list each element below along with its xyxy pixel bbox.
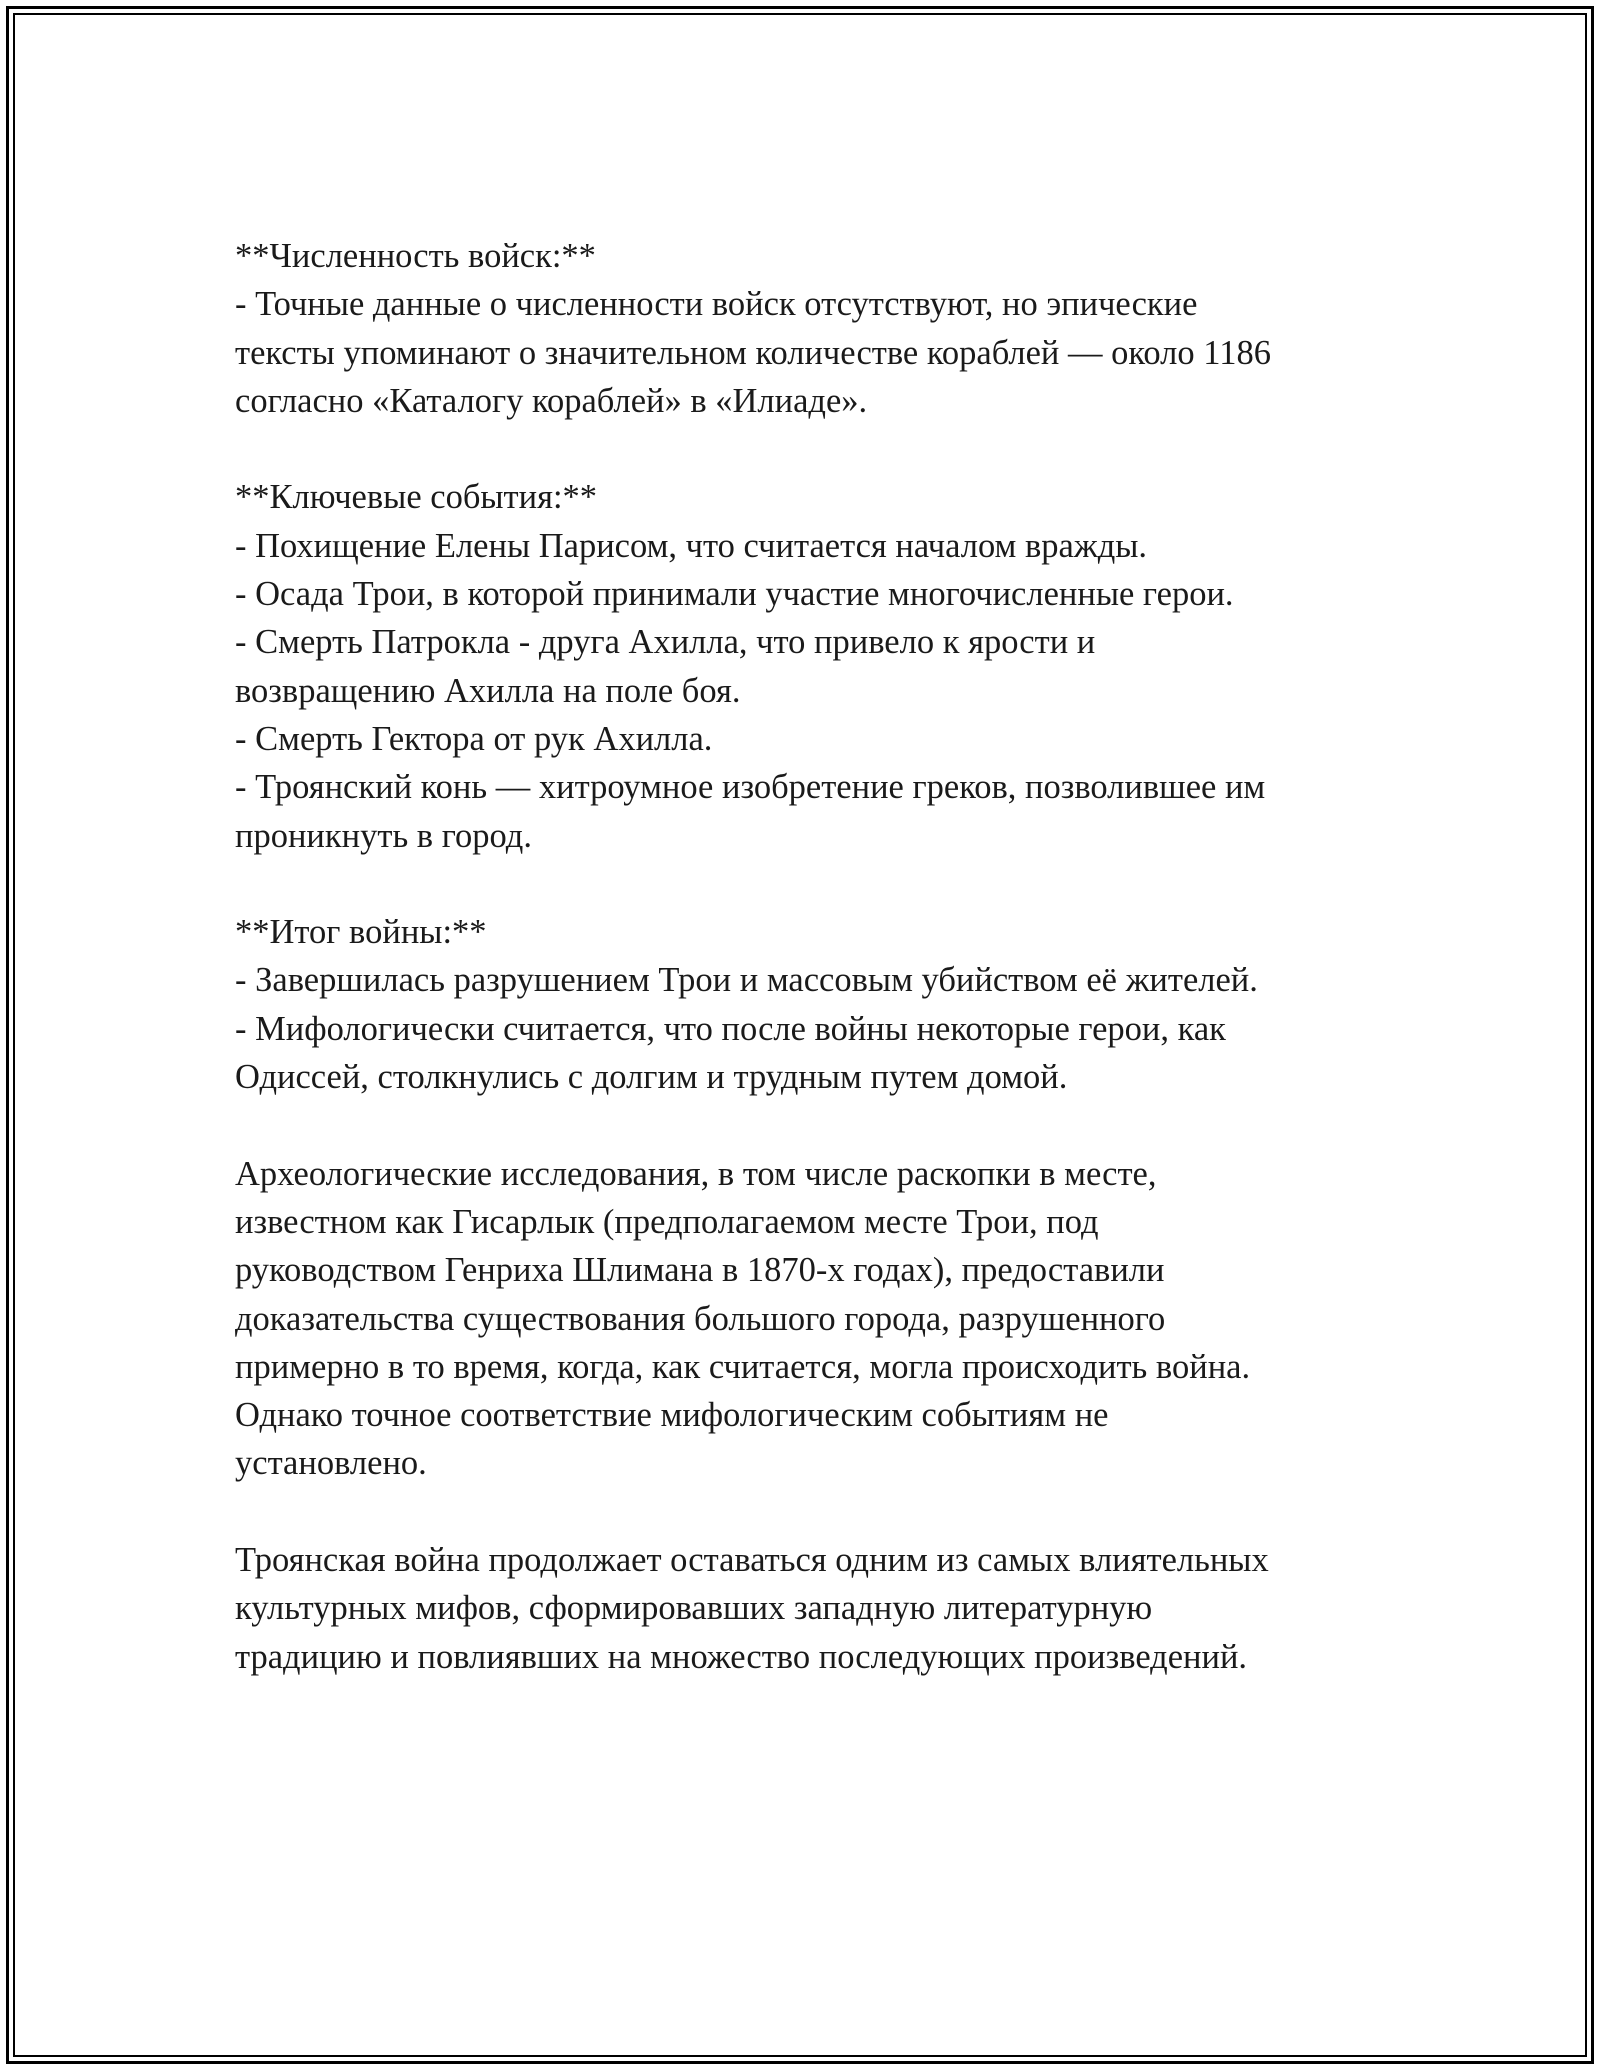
list-item: - Похищение Елены Парисом, что считается началом вражды. bbox=[235, 526, 1148, 565]
text-line: примерно в то время, когда, как считается, могла происходить война. bbox=[235, 1347, 1251, 1386]
section-key-events bbox=[235, 473, 1405, 859]
document-body bbox=[235, 232, 1405, 1681]
text-line: - Точные данные о численности войск отсутствуют, но эпические bbox=[235, 285, 1198, 324]
text-line: традицию и повлиявших на множество последующих произведений. bbox=[235, 1637, 1248, 1676]
list-item: - Осада Трои, в которой принимали участие многочисленные герои. bbox=[235, 575, 1234, 614]
text-line: установлено. bbox=[235, 1444, 427, 1483]
list-item-continuation: проникнуть в город. bbox=[235, 816, 532, 855]
list-item: - Смерть Гектора от рук Ахилла. bbox=[235, 719, 713, 758]
list-item: - Смерть Патрокла - друга Ахилла, что привело к ярости и bbox=[235, 623, 1096, 662]
section-war-outcome bbox=[235, 908, 1405, 1101]
paragraph-conclusion bbox=[235, 1536, 1405, 1681]
text-line: руководством Генриха Шлимана в 1870-х годах), предоставили bbox=[235, 1251, 1165, 1290]
text-line: тексты упоминают о значительном количестве кораблей — около 1186 bbox=[235, 333, 1271, 372]
section-troop-strength bbox=[235, 232, 1405, 425]
text-line: Археологические исследования, в том числе раскопки в месте, bbox=[235, 1154, 1157, 1193]
section-heading: **Итог войны:** bbox=[235, 913, 487, 952]
list-item: - Мифологически считается, что после войны некоторые герои, как bbox=[235, 1009, 1226, 1048]
paragraph-archaeology bbox=[235, 1150, 1405, 1488]
section-heading: **Численность войск:** bbox=[235, 237, 596, 275]
list-item-continuation: возвращению Ахилла на поле боя. bbox=[235, 671, 741, 710]
text-line: культурных мифов, сформировавших западную литературную bbox=[235, 1589, 1153, 1628]
list-item: - Завершилась разрушением Трои и массовым убийством её жителей. bbox=[235, 961, 1258, 1000]
text-line: Троянская война продолжает оставаться одним из самых влиятельных bbox=[235, 1541, 1269, 1580]
text-line: доказательства существования большого города, разрушенного bbox=[235, 1299, 1166, 1338]
text-line: известном как Гисарлык (предполагаемом месте Трои, под bbox=[235, 1202, 1099, 1241]
list-item: - Троянский конь — хитроумное изобретение греков, позволившее им bbox=[235, 768, 1266, 807]
text-line: согласно «Каталогу кораблей» в «Илиаде». bbox=[235, 381, 868, 420]
list-item-continuation: Одиссей, столкнулись с долгим и трудным путем домой. bbox=[235, 1058, 1068, 1097]
text-line: Однако точное соответствие мифологическим событиям не bbox=[235, 1396, 1109, 1435]
section-heading: **Ключевые события:** bbox=[235, 478, 598, 517]
